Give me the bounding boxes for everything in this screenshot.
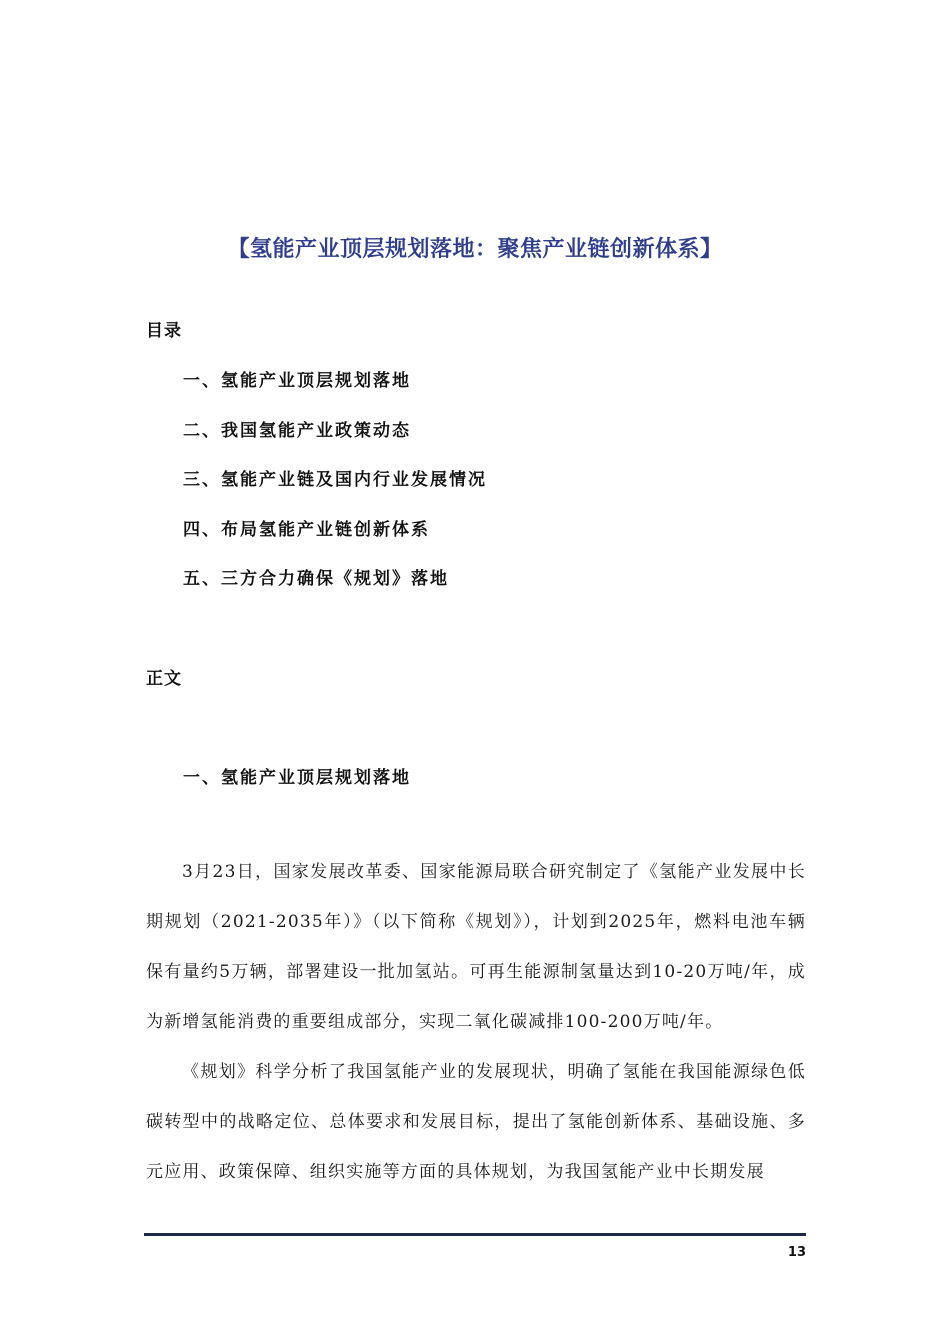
- page-number: 13: [787, 1245, 806, 1260]
- toc-item-3: 三、氢能产业链及国内行业发展情况: [183, 470, 487, 490]
- paragraph-2: 《规划》科学分析了我国氢能产业的发展现状，明确了氢能在我国能源绿色低碳转型中的战略定位、总体要求和发展目标，提出了氢能创新体系、基础设施、多元应用、政策保障、组织实施等方面的具体规划，为我国氢能产业中长期发展: [146, 1062, 806, 1182]
- toc-item-5: 五、三方合力确保《规划》落地: [183, 569, 449, 589]
- toc-item-2: 二、我国氢能产业政策动态: [183, 421, 411, 441]
- toc-item-1: 一、氢能产业顶层规划落地: [183, 371, 411, 391]
- footer-rule: [144, 1233, 806, 1236]
- section-title: 一、氢能产业顶层规划落地: [183, 768, 411, 788]
- toc-item-4: 四、布局氢能产业链创新体系: [183, 520, 430, 540]
- body-heading: 正文: [146, 669, 182, 689]
- paragraph-1: 3月23日，国家发展改革委、国家能源局联合研究制定了《氢能产业发展中长期规划（2021-2035年）》（以下简称《规划》），计划到2025年，燃料电池车辆保有量约5万辆，部署建设一批加氢站。可再生能源制氢量达到10-20万吨/年，成为新增氢能消费的重要组成部分，实现二氧化碳减排100-200万吨/年。: [146, 862, 806, 1032]
- document-title: 【氢能产业顶层规划落地：聚焦产业链创新体系】: [227, 237, 723, 262]
- body-text: [146, 847, 806, 1197]
- toc-heading: 目录: [146, 321, 182, 341]
